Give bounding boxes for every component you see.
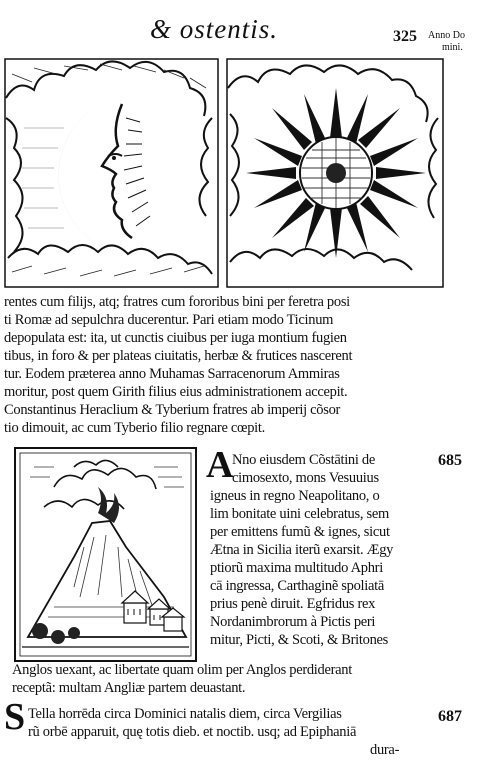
text-line: prius penè diruit. Egfridus rex — [210, 596, 376, 612]
text-line: moritur, post quem Girith filius eius administrationem accepit. — [4, 384, 348, 400]
crescent-moon-woodcut — [4, 58, 219, 288]
radiant-sun-woodcut — [226, 58, 444, 288]
text-line: mitur, Picti, & Scoti, & Britones — [210, 632, 389, 648]
text-line: tur. Eodem præterea anno Muhamas Sarracenorum Ammiras — [4, 366, 340, 382]
text-line: Nordanimbrorum à Pictis peri — [210, 614, 376, 630]
margin-year-heading-line: Anno Do — [428, 30, 465, 41]
text-line: depopulata est: ita, ut cunctis ciuibus per iuga montium fugien — [4, 330, 347, 346]
text-line: ptiorũ maxima multitudo Aphri — [210, 560, 383, 576]
text-line: ti Romæ ad sepulchra ducerentur. Pari etiam modo Ticinum — [4, 312, 334, 328]
page-number: 325 — [393, 28, 417, 45]
text-line: Anglos uexant, ac libertate quam olim per Anglos perdiderant — [12, 662, 352, 678]
text-line: Constantinus Heraclium & Tyberium fratres ab imperij cõsor — [4, 402, 341, 418]
text-line: Tella horrēda circa Dominici natalis diem, circa Vergilias — [28, 706, 342, 722]
text-line: tio dimouit, ac cum Tyberio filio regnare cœpit. — [4, 420, 265, 436]
margin-year-heading-line: mini. — [442, 42, 463, 53]
text-line: rũ orbē apparuit, quę totis dieb. et noctib. usq; ad Epiphaniā — [28, 724, 357, 740]
margin-year-note: 685 — [438, 452, 462, 469]
text-line: receptã: multam Angliæ partem deuastant. — [12, 680, 246, 696]
text-line: dura- — [370, 742, 400, 758]
text-line: lim bonitate uini celebratus, sem — [210, 506, 389, 522]
text-line: per emittens fumũ & ignes, sicut — [210, 524, 390, 540]
drop-cap: A — [206, 444, 234, 486]
margin-year-heading — [428, 30, 498, 54]
margin-year-note: 687 — [438, 708, 462, 725]
vesuvius-eruption-woodcut — [14, 447, 197, 662]
text-line: cimosexto, mons Vesuuius — [232, 470, 379, 486]
running-head: & ostentis. — [150, 14, 279, 44]
text-line: rentes cum filijs, atq; fratres cum fororibus bini per feretra posi — [4, 294, 350, 310]
text-line: igneus in regno Neapolitano, o — [210, 488, 380, 504]
text-line: Ætna in Sicilia iterũ exarsit. Ægy — [210, 542, 394, 558]
text-line: Nno eiusdem Cõstātini de — [232, 452, 376, 468]
text-line: cā ingressa, Carthaginẽ spoliatā — [210, 578, 385, 594]
drop-cap: S — [4, 696, 26, 738]
text-line: tibus, in foro & per plateas ciuitatis, herbæ & frutices nascerent — [4, 348, 353, 364]
